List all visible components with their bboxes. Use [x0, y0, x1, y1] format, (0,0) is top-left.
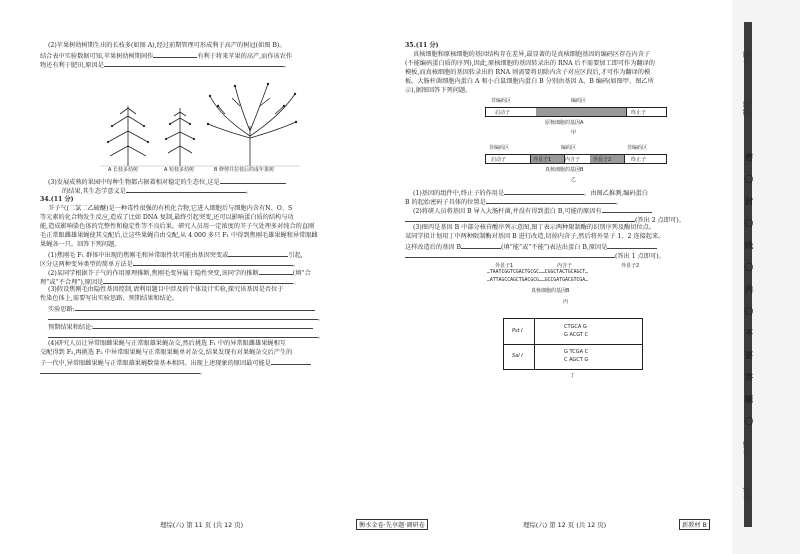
- jia-gene-label: 原核细胞的基因A: [545, 120, 584, 126]
- q34-s1-line1: (1)焦刚毛 F₁ 群体中出现的焦刚毛和异常眼性状可能由基因突变或 引起,: [48, 252, 303, 259]
- q35-a3-line1: (3)图丙是基因 B 中部分核苷酸序列示意图,图丁表示两种限制酶的识别序列及酶切位点。: [413, 224, 655, 231]
- yi-exon1: 外显子1: [533, 157, 552, 163]
- q34-s4-line4: 。: [40, 367, 206, 377]
- yi-coding-label: 编码区: [561, 145, 577, 151]
- q35-a1-line2: B 的起始密码子具体的位置是 。: [405, 199, 622, 206]
- q34-p5: 果蝇各一只。回答下列问题。: [40, 241, 121, 248]
- q35-a2-line1: (2)将研人员将基因 B 导入大肠杆菌,并没有得到蛋白 B,可能的原因有: [413, 206, 652, 216]
- jia-terminator: 终止子: [631, 110, 647, 116]
- q34-s3-line2: 性染色体上,需要写出实验思路、预期结果和结论。: [40, 295, 179, 302]
- q34-s2-line2: 理”或“不合理”),原因是 。: [40, 279, 300, 286]
- q35-p3: 模板,而真核细胞的基因转录出的 RNA 则需要将切除内含子对应区段后,才可作为翻译的模: [405, 69, 651, 76]
- q34-s2-line1: (2)某同学根据芥子气的作用原理推断,焦刚毛变异属于隐性突变,该同学的推断 (填“合: [48, 270, 311, 277]
- seal-char-12: 题: [745, 394, 753, 404]
- jia-promoter: 启动子: [495, 110, 511, 116]
- q-tree-2-line3: 物还有利于肥田,原因是 。: [40, 62, 291, 69]
- bing-intron: 内含子: [557, 263, 573, 269]
- tree-label-b1: A 短枝多幼树: [164, 167, 195, 173]
- seal-char-2: 〇: [745, 174, 753, 184]
- q34-p3: 能,造成影响染色体的完整性和稳定性等不良后果。研究人员用一定浓度的芥子气处理多对纯合的直刚: [40, 223, 315, 230]
- q-tree-3-line1: (3)发展成熟的果园中每种生物都占据着相对稳定的生态位,这是: [48, 177, 286, 187]
- seal-char-13: 〇: [745, 416, 753, 426]
- bing-exon2: 外显子2: [621, 263, 640, 269]
- seal-char-8: 〇: [745, 306, 753, 316]
- seal-char-9: 不: [745, 328, 753, 338]
- q-tree-2-line2: 结合表中实验数据可知,苹果树幼树期间作 有利于将来苹果的高产,而作该农作: [40, 53, 293, 60]
- q35-a3-line2: 某同学拟计划用丁中两种限制酶对基因 B 进行改造,切掉内含子,然后将外显子 1、2 连接起来。: [405, 233, 665, 240]
- yi-noncoding2-label: 非编码区: [627, 145, 648, 151]
- ding-e1-bot: G ACGT C: [564, 332, 589, 338]
- seal-char-5: 线: [745, 240, 753, 250]
- q35-a2-line2: (答出 2 点即可)。: [405, 215, 685, 225]
- ding-caption: 丁: [570, 373, 576, 379]
- yi-terminator: 终止子: [631, 157, 647, 163]
- figure-jia: [485, 97, 665, 139]
- q34-s3-result-cont: 。: [48, 331, 324, 341]
- q35-p4: 板。大肠杆菌细胞内蛋白 A 和小白鼠细胞内蛋白 B 分别由基因 A、B 编码(如图甲、图乙所: [405, 78, 654, 85]
- q34-s3-idea-cont: 。: [48, 313, 324, 323]
- q34-p1: 芥子气(二氯二乙硫醚)是一种毒性很强的有机化合物,它进入细胞后与细胞内含有N、O、S: [48, 205, 293, 212]
- ding-e1-top: CTGCA G: [564, 324, 587, 330]
- left-page: [0, 0, 395, 554]
- figure-yi: [485, 144, 665, 188]
- yi-caption: 乙: [571, 177, 577, 183]
- ding-e2-top: G TCGA C: [564, 349, 589, 355]
- strip-label-seat: 序号: [742, 50, 751, 66]
- bing-exon1: 外显子1: [495, 263, 514, 269]
- ding-enzyme2: Sal I: [512, 353, 523, 359]
- q34-s4-line1: (4)研究人员让异常眼雌果蝇与正常眼雄果蝇杂交,然后挑选 F₁ 中的异常眼雌雄果蝇相互: [48, 340, 286, 347]
- ding-enzyme1: Pst I: [512, 328, 523, 334]
- q34-head: 34.(11 分): [40, 196, 74, 203]
- seal-char-10: 要: [745, 350, 753, 360]
- yi-intron: 内含子: [565, 157, 581, 163]
- q-tree-2-line1: (2)苹果树幼树期生出的长枝多(如图 A),经过前期管理可形成利于高产的树冠(如图 B)。: [48, 42, 286, 49]
- q34-s3-result: 预期结果和结论:: [48, 322, 313, 332]
- q34-p2: 等元素的化合物发生反应,造成了比如 DNA 复制,最终引起突变,还可以影响蛋白质的结构与功: [40, 214, 294, 221]
- q34-s4-line2: 交配得到 F₂,再挑选 F₂ 中异常眼果蝇与正常眼果蝇单对杂交,结果发现有对果蝇杂交后产生的: [40, 349, 293, 356]
- binding-strip: [732, 0, 800, 554]
- q34-s3-line1: (3)假设焦刚毛由隐性基因控制,请利用题目中涉及的个体设计实验,探究该基因是否位于: [48, 286, 284, 293]
- jia-coding-label: 编码区: [571, 98, 587, 104]
- right-footer: 理综(六) 第 12 页 (共 12 页): [523, 521, 607, 529]
- q35-p5: 示),据图回答下列问题。: [405, 87, 472, 94]
- right-page: [395, 0, 730, 554]
- bing-caption: 丙: [563, 299, 569, 305]
- jia-caption: 甲: [571, 130, 577, 136]
- yi-noncoding1-label: 非编码区: [489, 145, 510, 151]
- strip-label-name: 姓名: [742, 440, 751, 456]
- figure-bing: [487, 262, 657, 310]
- jia-noncoding-label: 非编码区: [491, 98, 512, 104]
- q35-a3-line3: 这样改造后的基因 B (填“能”或“不能”)表达出蛋白 B,原因是: [405, 242, 657, 252]
- seal-char-11: 答: [745, 372, 753, 382]
- q35-a1-line1: (1)基因的组件中,终止子的作用是 。由图乙推测,编码蛋白: [413, 190, 649, 197]
- strip-label-class: 班级: [742, 100, 751, 116]
- bing-label: 真核细胞的基因B: [531, 288, 570, 294]
- yi-promoter: 启动子: [491, 157, 507, 163]
- q-tree-3-line2: 的结果,其生态学意义是 。: [62, 188, 253, 195]
- center-brand: 衡水金卷·先享题·调研卷: [356, 519, 428, 530]
- figure-ding: [503, 318, 643, 370]
- left-footer: 理综(六) 第 11 页 (共 12 页): [160, 521, 244, 529]
- q35-p2: (不能编码蛋白质的序列),因此,原核细胞的基因转录出的 RNA 后不需要加工即可作为翻译的: [405, 60, 655, 67]
- seal-char-7: 内: [745, 284, 753, 294]
- strip-label-id: 学号: [742, 486, 751, 502]
- q34-s1-line2: 区分这两种变异类型的简单方法是 。: [40, 261, 299, 268]
- bing-seq2: …ATTAGCCAGCTGACGCG……GCCGATGACGTCGA…: [487, 278, 589, 283]
- ding-e2-bot: C AGCT G: [564, 357, 589, 363]
- q34-s4-line3: 子一代中,异常眼雌果蝇与正常眼雄果蝇数量基本相同。出现上述现象的原因最可能是: [40, 358, 311, 368]
- seal-char-6: 〇: [745, 262, 753, 272]
- q35-a3-line4: (答出 1 点即可)。: [405, 251, 665, 261]
- yi-gene-label: 真核细胞的基因B: [545, 167, 584, 173]
- q34-s3-idea: 实验思路:: [48, 304, 315, 314]
- right-brand: 新教材 B: [679, 519, 710, 530]
- seal-char-4: 〇: [745, 218, 753, 228]
- q35-head: 35.(11 分): [405, 42, 439, 49]
- yi-exon2: 外显子2: [593, 157, 612, 163]
- q35-p1: 真核细胞和原核细胞的基因结构存在差异,最显著的是真核细胞基因的编码区存在内含子: [413, 51, 651, 58]
- tree-label-a: A 长枝多幼树: [108, 167, 139, 173]
- seal-char-3: 封: [745, 196, 753, 206]
- q34-p4: 毛正常眼雌雄果蝇使其交配后,让这些果蝇自由交配,从 4 000 多只 F₁ 中得到焦刚毛雄果蝇和异常眼雌: [40, 232, 318, 239]
- bing-seq1: …TAATCGGTCGACTGCGC……CGGCTACTGCAGCT…: [487, 270, 589, 275]
- seal-char-1: 密: [745, 152, 753, 162]
- tree-label-b2: B 修剪并拉枝后的成年果树: [214, 167, 275, 173]
